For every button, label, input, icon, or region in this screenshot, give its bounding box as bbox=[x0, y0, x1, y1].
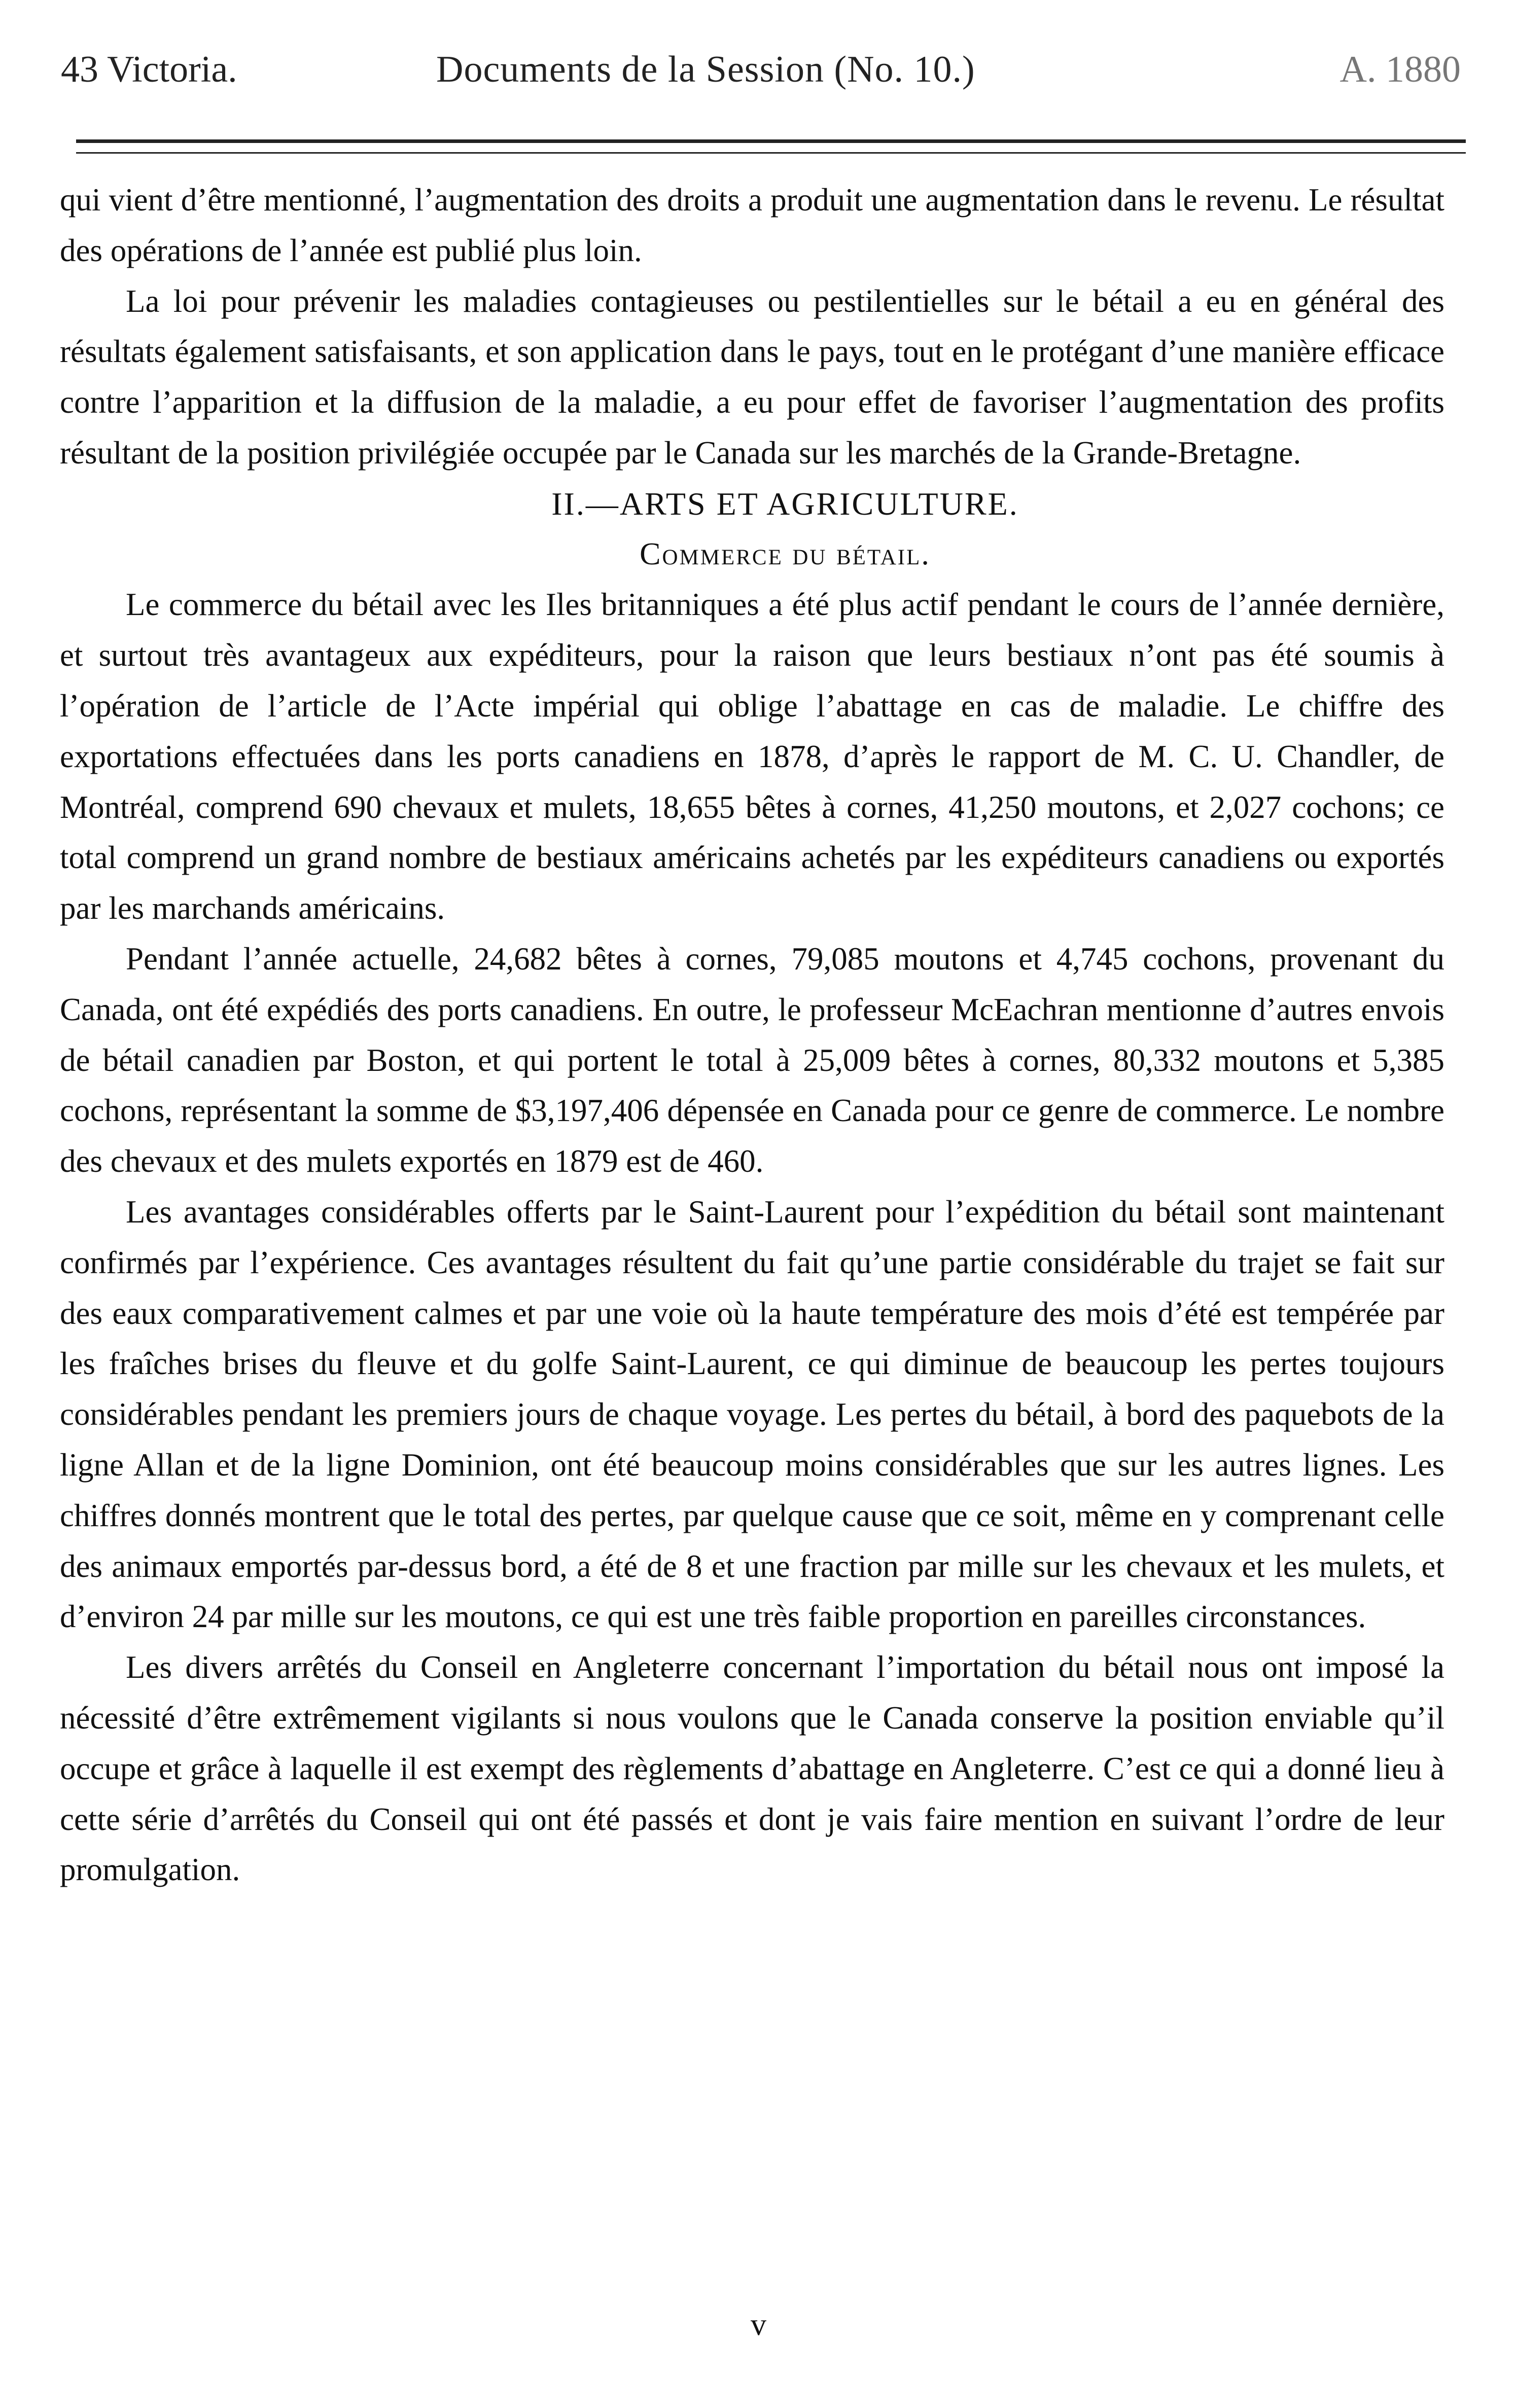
paragraph-orders-in-council: Les divers arrêtés du Conseil en Angleterre concernant l’importation du bétail nous ont imposé la nécessité d’être extrêmement vigilants si nous voulons que le Canada conserve la position enviable qu’il occupe et grâce à laquelle il est exempt des règlements d’abattage en Angleterre. C’est ce qui a donné lieu à cette série d’arrêtés du Conseil qui ont été passés et dont je vais faire mention en suivant l’ordre de leur promulgation. bbox=[60, 1649, 1444, 1888]
signature-mark: v bbox=[751, 2308, 766, 2342]
section-subheading: Commerce du bétail. bbox=[640, 536, 931, 571]
header-title: Documents de la Session (No. 10.) bbox=[436, 49, 975, 90]
section-heading: II.—ARTS ET AGRICULTURE. bbox=[551, 485, 1019, 522]
running-head bbox=[61, 48, 1461, 104]
header-rule-thin bbox=[76, 152, 1466, 154]
header-volume: 43 Victoria. bbox=[61, 49, 237, 90]
paragraph-cattle-trade: Le commerce du bétail avec les Iles britanniques a été plus actif pendant le cours de l’année dernière, et surtout très avantageux aux expéditeurs, pour la raison que leurs bestiaux n’ont pas été soumis à l’opération de l’article de l’Acte impérial qui oblige l’abattage en cas de maladie. Le chiffre des exportations effectuées dans les ports canadiens en 1878, d’après le rapport de M. C. U. Chandler, de Montréal, comprend 690 chevaux et mulets, 18,655 bêtes à cornes, 41,250 moutons, et 2,027 cochons; ce total comprend un grand nombre de bestiaux américains achetés par les expéditeurs canadiens ou exportés par les marchands américains. bbox=[60, 587, 1444, 926]
body-text bbox=[60, 175, 1444, 1895]
paragraph-current-year-exports: Pendant l’année actuelle, 24,682 bêtes à cornes, 79,085 moutons et 4,745 cochons, provenant du Canada, ont été expédiés des ports canadiens. En outre, le professeur McEachran mentionne d’autres envois de bétail canadien par Boston, et qui portent le total à 25,009 bêtes à cornes, 80,332 moutons et 5,385 cochons, représentant la somme de $3,197,406 dépensée en Canada pour ce genre de commerce. Le nombre des chevaux et des mulets exportés en 1879 est de 460. bbox=[60, 941, 1444, 1179]
paragraph-contagious-diseases-law: La loi pour prévenir les maladies contagieuses ou pestilentielles sur le bétail a eu en général des résultats également satisfaisants, et son application dans le pays, tout en le protégant d’une manière efficace contre l’apparition et la diffusion de la maladie, a eu pour effet de favoriser l’augmentation des profits résultant de la position privilégiée occupée par le Canada sur les marchés de la Grande-Bretagne. bbox=[60, 283, 1444, 471]
paragraph-st-lawrence-advantages: Les avantages considérables offerts par le Saint-Laurent pour l’expédition du bétail sont maintenant confirmés par l’expérience. Ces avantages résultent du fait qu’une partie considérable du trajet se fait sur des eaux comparativement calmes et par une voie où la haute température des mois d’été est tempérée par les fraîches brises du fleuve et du golfe Saint-Laurent, ce qui diminue de beaucoup les pertes toujours considérables pendant les premiers jours de chaque voyage. Les pertes du bétail, à bord des paquebots de la ligne Allan et de la ligne Dominion, ont été beaucoup moins considérables que sur les autres lignes. Les chiffres donnés montrent que le total des pertes, par quelque cause que ce soit, même en y comprenant celle des animaux emportés par-dessus bord, a été de 8 et une fraction par mille sur les chevaux et les mulets, et d’environ 24 par mille sur les moutons, ce qui est une très faible proportion en pareilles circonstances. bbox=[60, 1194, 1444, 1635]
header-rule-thick bbox=[76, 139, 1466, 143]
paragraph-continued: qui vient d’être mentionné, l’augmentation des droits a produit une augmentation dans le revenu. Le résultat des opérations de l’année est publié plus loin. bbox=[60, 182, 1444, 268]
header-year: A. 1880 bbox=[1339, 49, 1461, 90]
